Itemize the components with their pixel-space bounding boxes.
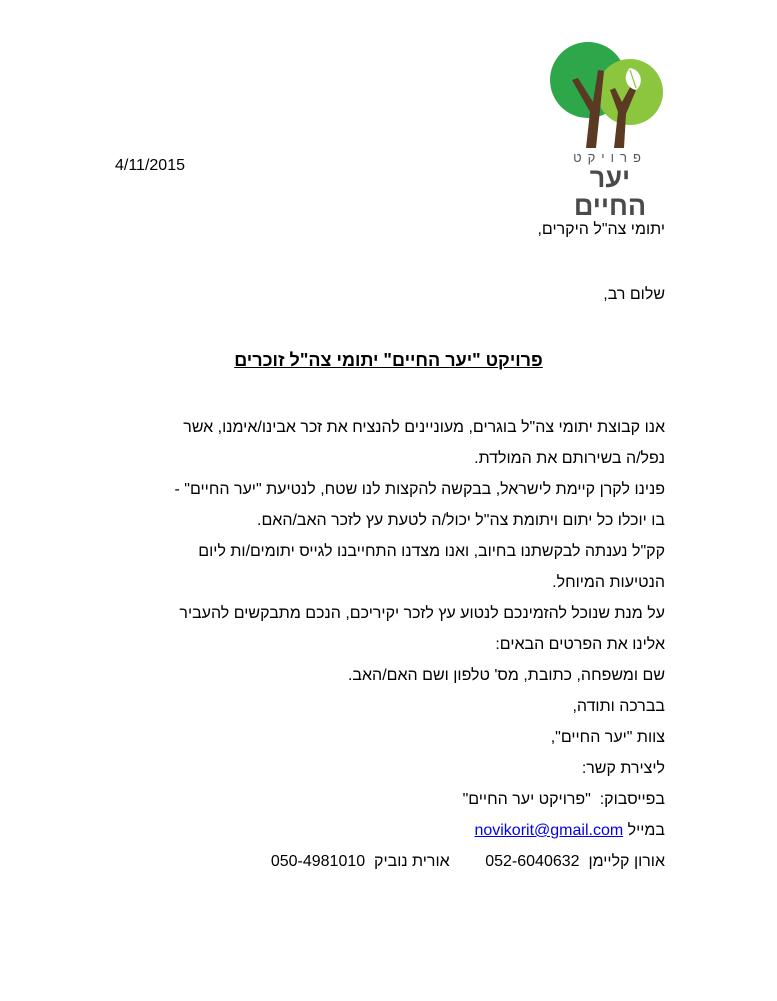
contact-heading: ליצירת קשר: (581, 760, 665, 777)
tree-logo-icon (550, 40, 670, 150)
facebook-page-name: "פרויקט יער החיים" (462, 791, 591, 808)
email-label: במייל (627, 822, 665, 839)
body-line: בו יוכלו כל יתום ויתומת צה"ל יכול/ה לטעת עץ לזכר האב/האם. (257, 512, 665, 529)
body-line: אלינו את הפרטים הבאים: (495, 636, 665, 653)
closing-line: בברכה ותודה, (572, 698, 665, 715)
logo-small-text: פרויקט (573, 150, 647, 165)
email-line (135, 821, 665, 852)
logo-big-text: יער החיים (573, 163, 647, 221)
signature-line: צוות "יער החיים", (550, 729, 665, 746)
body-line: הנטיעות המיוחל. (552, 574, 665, 591)
email-link[interactable]: novikorit@gmail.com (474, 822, 624, 839)
body-line: שם ומשפחה, כתובת, מס' טלפון ושם האם/האב. (347, 667, 665, 684)
contact1-phone: 052-6040632 (485, 853, 580, 870)
body-line: קק"ל נענתה לבקשתנו בחיוב, ואנו מצדנו התחייבנו לגייס יתומים/ות ליום (198, 543, 665, 560)
phone-contacts-line (135, 852, 665, 883)
contact1-name: אורון קליימן (588, 853, 665, 870)
body-line: על מנת שנוכל להזמינכם לנטוע עץ לזכר יקיריכם, הנכם מתבקשים להעביר (179, 605, 665, 622)
contact2-phone: 050-4981010 (270, 853, 366, 870)
salutation: יתומי צה"ל היקרים, (537, 221, 665, 238)
letter-date: 4/11/2015 (115, 157, 185, 174)
body-line: נפל/ה בשירותם את המולדת. (474, 450, 665, 467)
letter-title (0, 350, 777, 371)
contact2-name: אורית נוביק (374, 853, 450, 870)
letter-title-text: פרויקט "יער החיים" יתומי צה"ל זוכרים (234, 350, 543, 370)
body-line: פנינו לקרן קיימת לישראל, בבקשה להקצות לנו שטח, לנטיעת "יער החיים" - (174, 481, 665, 498)
project-logo (550, 40, 670, 221)
letter-body (135, 418, 665, 883)
facebook-line (135, 790, 665, 821)
facebook-label: בפייסבוק: (599, 791, 665, 808)
greeting: שלום רב, (603, 286, 665, 303)
body-line: אנו קבוצת יתומי צה"ל בוגרים, מעוניינים להנציח את זכר אבינו/אימנו, אשר (183, 419, 665, 436)
